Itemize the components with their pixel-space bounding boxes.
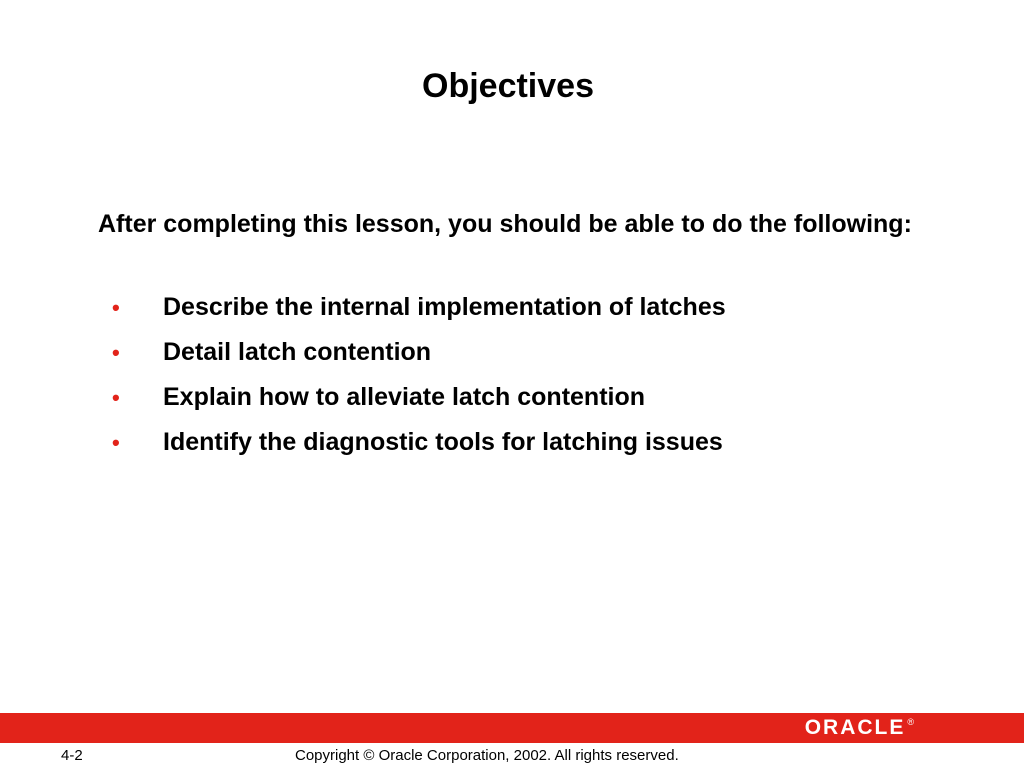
intro-text: After completing this lesson, you should be able to do the following: <box>98 210 912 238</box>
slide-title: Objectives <box>422 67 594 105</box>
list-item-text: Describe the internal implementation of latches <box>163 293 726 321</box>
page-number: 4-2 <box>61 747 83 764</box>
list-item-text: Explain how to alleviate latch contention <box>163 383 646 411</box>
bullet-icon: • <box>112 340 120 365</box>
list-item <box>98 420 958 465</box>
list-item <box>98 285 958 330</box>
bullet-icon: • <box>112 385 120 410</box>
copyright-notice: Copyright © Oracle Corporation, 2002. All rights reserved. <box>295 747 679 764</box>
bullet-icon: • <box>112 430 120 455</box>
oracle-logo <box>805 717 914 739</box>
oracle-logo-text: ORACLE <box>804 716 906 739</box>
list-item-text: Identify the diagnostic tools for latching issues <box>163 428 723 456</box>
registered-mark: ® <box>907 717 914 727</box>
list-item <box>98 330 958 375</box>
bullet-icon: • <box>112 295 120 320</box>
footer-bar <box>0 713 1024 743</box>
list-item <box>98 375 958 420</box>
objectives-list <box>98 285 958 465</box>
list-item-text: Detail latch contention <box>163 338 432 366</box>
